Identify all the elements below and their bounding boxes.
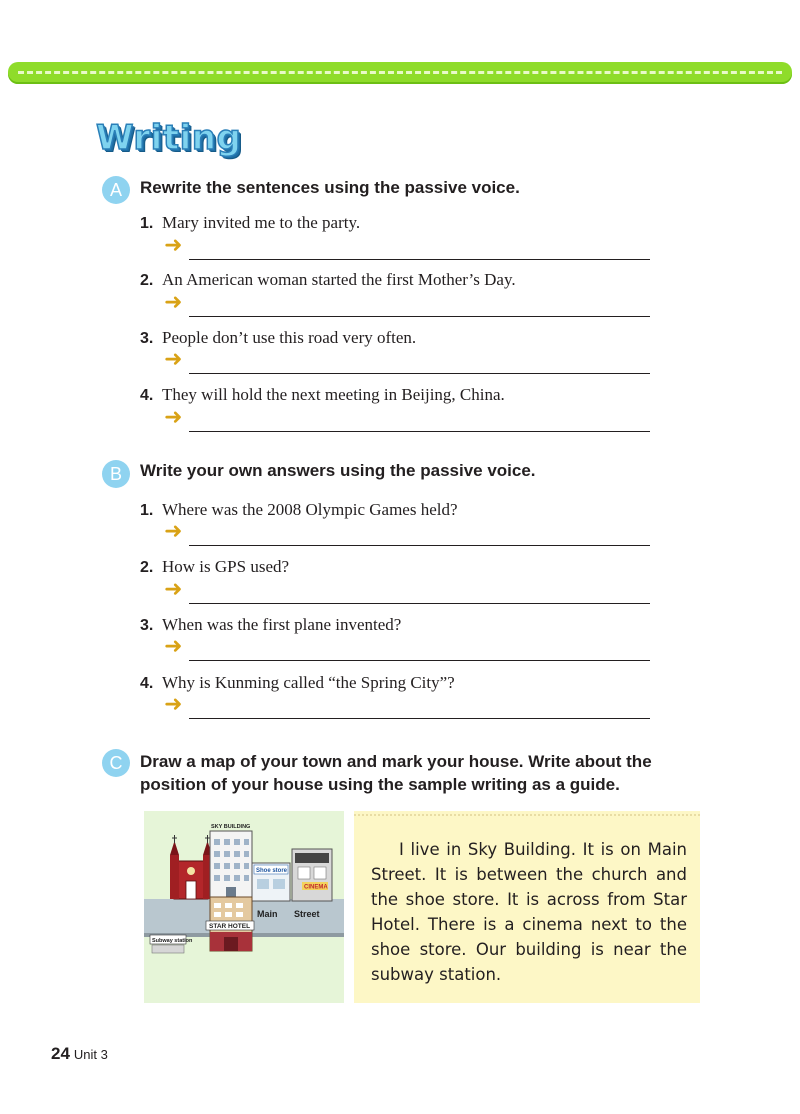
question-number: 3. (140, 617, 154, 634)
arrow-right-icon: ➜ (164, 577, 183, 602)
question-text: Why is Kunming called “the Spring City”? (162, 673, 455, 692)
answer-line[interactable] (189, 545, 650, 546)
sky-building (210, 824, 252, 901)
arrow-right-icon: ➜ (164, 405, 183, 430)
section-b-answer-2[interactable] (164, 577, 650, 604)
cinema-label: CINEMA (304, 884, 328, 891)
town-map-drawing (144, 811, 344, 1003)
section-c-badge: C (102, 749, 130, 777)
subway-station-sign (150, 935, 193, 953)
section-b-instruction: Write your own answers using the passive voice. (140, 461, 536, 480)
shoe-store-building (252, 863, 290, 901)
sample-writing-box (354, 811, 700, 1003)
arrow-right-icon: ➜ (164, 519, 183, 544)
section-b-badge: B (102, 460, 130, 488)
answer-line[interactable] (189, 373, 650, 374)
subway-station-label: Subway station (152, 938, 193, 944)
section-c-instruction: Draw a map of your town and mark your house. Write about the position of your house using the sample writing as a guide. (140, 752, 652, 794)
section-a-answer-3[interactable] (164, 347, 650, 374)
main-label: Main (257, 909, 278, 919)
shoe-store-label: Shoe store (256, 868, 288, 874)
street-label: Street (294, 909, 320, 919)
star-hotel-label: STAR HOTEL (209, 923, 251, 930)
question-number: 1. (140, 215, 154, 232)
question-text: People don’t use this road very often. (162, 328, 417, 347)
unit-label: Unit 3 (73, 1047, 108, 1062)
top-decorative-band (8, 62, 792, 84)
star-hotel-building (206, 897, 254, 951)
page-footer (51, 1044, 108, 1064)
section-a-question-2 (140, 270, 516, 290)
answer-line[interactable] (189, 718, 650, 719)
answer-line[interactable] (189, 603, 650, 604)
section-a-answer-4[interactable] (164, 405, 650, 432)
question-number: 2. (140, 559, 154, 576)
question-number: 2. (140, 272, 154, 289)
section-b-question-2 (140, 557, 289, 577)
question-number: 4. (140, 387, 154, 404)
section-b-answer-3[interactable] (164, 634, 650, 661)
question-text: Where was the 2008 Olympic Games held? (162, 500, 458, 519)
section-title: Writing (96, 118, 242, 158)
question-text: How is GPS used? (162, 557, 290, 576)
sample-writing-text: I live in Sky Building. It is on Main Street. It is between the church and the shoe store. It is across from Star Hotel. There is a cinema next to the shoe store. Our building is near the subway station. (371, 840, 687, 984)
question-text: An American woman started the first Mother’s Day. (162, 270, 516, 289)
section-a-badge: A (102, 176, 130, 204)
arrow-right-icon: ➜ (164, 347, 183, 372)
band-stitching (18, 71, 782, 74)
church-building (170, 835, 212, 899)
section-a-answer-2[interactable] (164, 290, 650, 317)
answer-line[interactable] (189, 316, 650, 317)
question-number: 3. (140, 330, 154, 347)
section-a-question-4 (140, 385, 505, 405)
question-text: When was the first plane invented? (162, 615, 402, 634)
question-number: 1. (140, 502, 154, 519)
note-top-stitching (354, 808, 700, 816)
section-a-answer-1[interactable] (164, 233, 650, 260)
section-b-answer-4[interactable] (164, 692, 650, 719)
sky-building-label: SKY BUILDING (211, 824, 251, 830)
arrow-right-icon: ➜ (164, 634, 183, 659)
section-b-question-4 (140, 673, 455, 693)
cinema-building (292, 849, 332, 901)
page-number: 24 (51, 1044, 70, 1063)
question-text: They will hold the next meeting in Beijing, China. (162, 385, 505, 404)
section-b-question-1 (140, 500, 458, 520)
arrow-right-icon: ➜ (164, 233, 183, 258)
section-a-question-3 (140, 328, 416, 348)
question-text: Mary invited me to the party. (162, 213, 361, 232)
answer-line[interactable] (189, 259, 650, 260)
answer-line[interactable] (189, 431, 650, 432)
section-b-answer-1[interactable] (164, 519, 650, 546)
section-a-instruction: Rewrite the sentences using the passive voice. (140, 178, 520, 197)
arrow-right-icon: ➜ (164, 692, 183, 717)
arrow-right-icon: ➜ (164, 290, 183, 315)
town-map-illustration (144, 811, 344, 1003)
answer-line[interactable] (189, 660, 650, 661)
section-b-question-3 (140, 615, 401, 635)
question-number: 4. (140, 675, 154, 692)
section-a-question-1 (140, 213, 360, 233)
